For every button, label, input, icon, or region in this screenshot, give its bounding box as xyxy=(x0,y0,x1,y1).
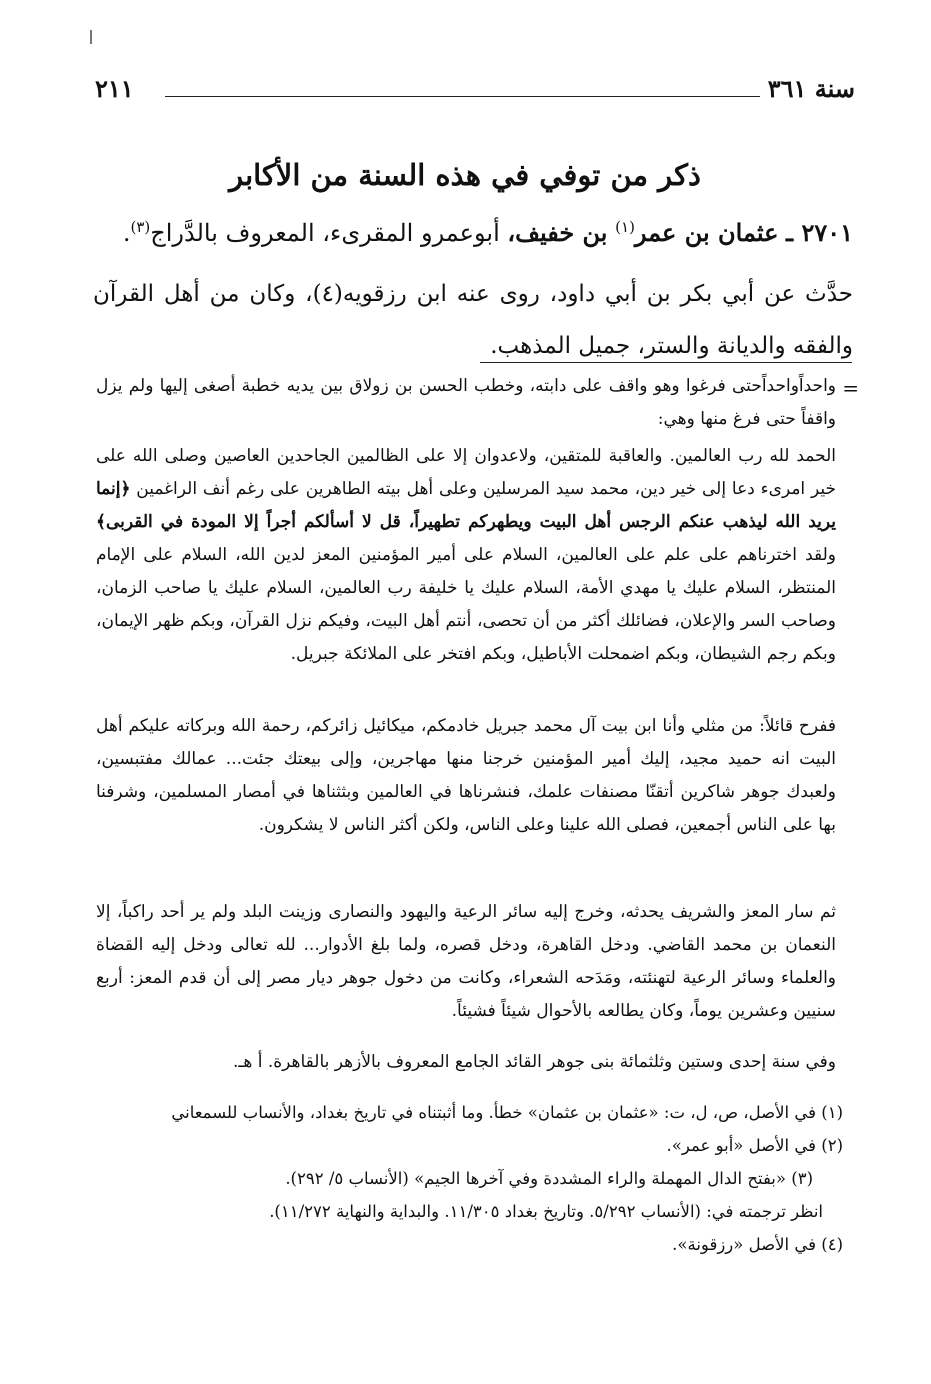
continuation-mark: = xyxy=(842,376,859,400)
header-year: سنة ٣٦١ xyxy=(767,74,855,103)
entry-end: . xyxy=(122,219,131,247)
footnote-paragraph-4: ثم سار المعز والشريف يحدثه، وخرج إليه سائر الرعية واليهود والنصارى وزينت البلد ولم ير أحد راكباً، إلا النعمان بن محمد القاضي. ودخل القاهرة، ودخل قصره، ولما بلغ الأدوار... لله تعالى ودخل إليه القضاة والعلماء وسائر الرعية لتهنئته، ومَدَحه الشعراء، وكانت من دخول جوهر ديار مصر إلى أن قدم المعز: أربع سنيين وعشرين يوماً، وكان يطالعه بالأحوال شيئاً فشيئاً. xyxy=(96,902,836,1021)
section-title: ذكر من توفي في هذه السنة من الأكابر xyxy=(229,158,701,192)
scan-mark xyxy=(90,30,92,44)
notes-block xyxy=(83,1096,843,1261)
footnote-ref-3: (٣) xyxy=(130,218,151,236)
header-rule xyxy=(165,96,760,97)
footnote-paragraph-5: وفي سنة إحدى وستين وثلثمائة بنى جوهر القائد الجامع المعروف بالأزهر بالقاهرة. أ هـ. xyxy=(232,1052,836,1072)
biography-entry-heading xyxy=(93,218,853,247)
note-2: (٢) في الأصل «أبو عمر». xyxy=(666,1136,843,1155)
note-3: (٣) «بفتح الدال المهملة والراء المشددة وفي آخرها الجيم» (الأنساب ٥/ ٢٩٢). xyxy=(285,1169,813,1188)
footnote-paragraph-3: ففرح قائلاً: من مثلي وأنا ابن بيت آل محمد جبريل خادمكم، ميكائيل زائركم، رحمة الله وبركاته عليكم أهل البيت انه حميد مجيد، إليك أمير المؤمنين خرجنا منها مهاجرين، وإلى بيعتك جئت... عمالك مفتبسين، ولعبدك جوهر شاكرين أتقنّا مصنفات علمك، فنشرناها في العالمين وبثثناها في أمصار المسلمين، وشرفنا بها على الناس أجمعين، فصلى الله علينا وعلى الناس، ولكن أكثر الناس لا يشكرون. xyxy=(96,716,836,835)
entry-rest: أبوعمرو المقرىء، المعروف بالدَّراج xyxy=(150,219,508,247)
running-header xyxy=(95,72,855,112)
entry-body: حدَّث عن أبي بكر بن أبي داود، روى عنه ابن رزقويه(٤)، وكان من أهل القرآن والفقه والديانة والستر، جميل المذهب. xyxy=(93,281,854,359)
page-number: ٢١١ xyxy=(95,74,134,103)
quran-quote: ﴿إنما يريد الله ليذهب عنكم الرجس أهل البيت ويطهركم تطهيراً، قل لا أسألكم أجراً إلا المودة في القربى﴾ xyxy=(96,479,836,532)
footnote-paragraph-2: الحمد لله رب العالمين. والعاقبة للمتقين، ولاعدوان إلا على الظالمين الجاحدين العاصين وصلى الله على خير امرىء دعا إلى خير دين، محمد سيد المرسلين وعلى أهل بيته الطاهرين على رغم أنف الراغمين ﴿إنما يريد الله ليذهب عنكم الرجس أهل البيت ويطهركم تطهيراً، قل لا أسألكم أجراً إلا المودة في القربى﴾ ولقد اخترناهم على علم على العالمين، السلام على أمير المؤمنين المعز لدين الله، السلام على الإمام المنتظر، السلام عليك يا مهدي الأمة، السلام عليك يا خليفة رب العالمين، السلام عليك يا صاحب الزمان، وصاحب السر والإعلان، فضائلك أكثر من أن تحصى، أنتم أهل البيت، وفيكم نزل القرآن، وبكم ظهر الإيمان، وبكم رجم الشيطان، وبكم اضمحلت الأباطيل، وبكم افتخر على الملائكة جبريل. xyxy=(96,446,836,664)
entry-number: ٢٧٠١ ـ xyxy=(786,218,853,247)
note-4: (٤) في الأصل «رزقونة». xyxy=(672,1235,843,1254)
note-3-reference: انظر ترجمته في: (الأنساب ٥/٢٩٢. وتاريخ بغداد ١١/٣٠٥. والبداية والنهاية ١١/٢٧٢). xyxy=(269,1202,823,1221)
footnote-paragraph-1: واحداًواحداًحتى فرغوا وهو واقف على دابته، وخطب الحسن بن زولاق بين يديه خطبة أصغى إليها ولم يزل واقفاً حتى فرغ منها وهي: xyxy=(96,376,836,429)
note-1: (١) في الأصل، ص، ل، ت: «عثمان بن عثمان» خطأ. وما أثبتناه في تاريخ بغداد، والأنساب للسمعاني xyxy=(171,1103,843,1122)
entry-name-2: بن خفيف، xyxy=(507,218,608,247)
footnote-separator xyxy=(480,362,852,363)
footnote-ref-1: (١) xyxy=(615,218,635,236)
entry-name: عثمان بن عمر xyxy=(634,218,779,247)
